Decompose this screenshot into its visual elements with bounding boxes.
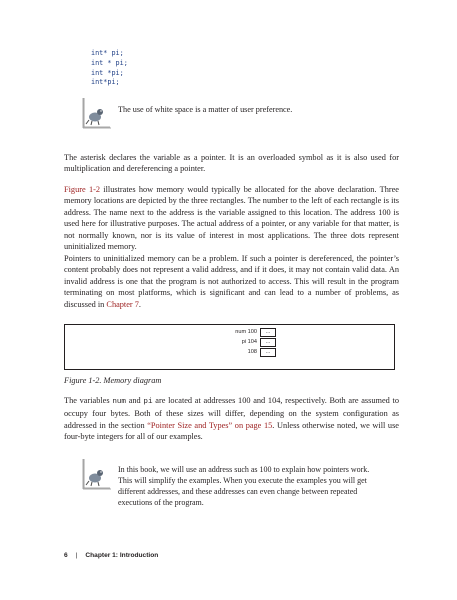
paragraph-text: Pointers to uninitialized memory can be a problem. If such a pointer is dereferenced, the pointer’s content probably does not represent a valid address, and if it does, it may not contain valid data. An invalid address is one that the program is not authorized to access. This will result in the program terminating on most platforms, which is significant and can lead to a number of problems, as discussed in — [64, 254, 399, 309]
note-text: The use of white space is a matter of user preference. — [118, 105, 293, 114]
memory-address-label: pi 104 — [241, 339, 257, 345]
section-link[interactable]: “Pointer Size and Types” on page 15 — [147, 420, 273, 430]
paragraph: The asterisk declares the variable as a pointer. It is an overloaded symbol as it is also used for multiplication and dereferencing a pointer. — [64, 153, 399, 174]
memory-row — [185, 338, 280, 348]
memory-cell: ... — [260, 348, 276, 357]
note-text: In this book, we will use an address such as 100 to explain how pointers work. This will simplify the examples. When you execute the examples you will get different addresses, and these addresses can even change between repeated executions of the program. — [118, 465, 370, 507]
page-number: 6 — [64, 552, 68, 559]
variable-name: num — [112, 398, 126, 406]
variable-name: pi — [143, 398, 153, 406]
memory-address-label: num 100 — [235, 329, 257, 335]
paragraph: Pointers to uninitialized memory can be a problem. If such a pointer is dereferenced, the pointer’s content probably does not represent a valid address, and if it does, it may not contain valid data. An invalid address is one that the program is not authorized to access. This will result in the program terminating on most platforms, which is significant and can lead to a number of problems, as discussed in Chapter 7. — [64, 254, 399, 309]
note-animal-icon — [80, 457, 112, 491]
code-line: int *pi; — [91, 68, 124, 77]
code-listing — [91, 49, 128, 88]
chapter-link[interactable]: Chapter 7 — [106, 299, 139, 309]
memory-diagram — [64, 324, 395, 370]
memory-cell: ... — [260, 338, 276, 347]
memory-row — [185, 328, 280, 338]
memory-address-label: 108 — [247, 349, 257, 355]
chapter-title: Chapter 1: Introduction — [85, 552, 159, 559]
paragraph-text: illustrates how memory would typically be allocated for the above declaration. Three memory locations are depicted by the three rectangles. The number to the left of each rectangle is its address. The name next to the address is the variable assigned to this location. The address 100 is used here for illustrative purposes. The actual address of a pointer, or any variable for that matter, is not normally known, nor is its value of interest in most applications. The three dots represent uninitialized memory. — [64, 185, 399, 252]
code-line: int* pi; — [91, 49, 124, 57]
code-line: int*pi; — [91, 78, 120, 87]
note-animal-icon — [80, 96, 112, 130]
code-line: int * pi; — [91, 58, 128, 67]
memory-row — [185, 348, 280, 358]
figure-caption: Figure 1-2. Memory diagram — [64, 376, 162, 385]
paragraph — [64, 184, 399, 252]
memory-cell: ... — [260, 328, 276, 337]
footer-separator: | — [75, 552, 78, 559]
figure-link[interactable]: Figure 1-2 — [64, 185, 101, 194]
page-footer — [64, 552, 158, 559]
paragraph: The variables num and pi are located at addresses 100 and 104, respectively. Both are assumed to occupy four bytes. Both of these sizes will differ, depending on the system configuration as addressed in the section “Pointer Size and Types” on page 15. Unless otherwise noted, we will use four-byte integers for all of our examples. — [64, 396, 399, 442]
